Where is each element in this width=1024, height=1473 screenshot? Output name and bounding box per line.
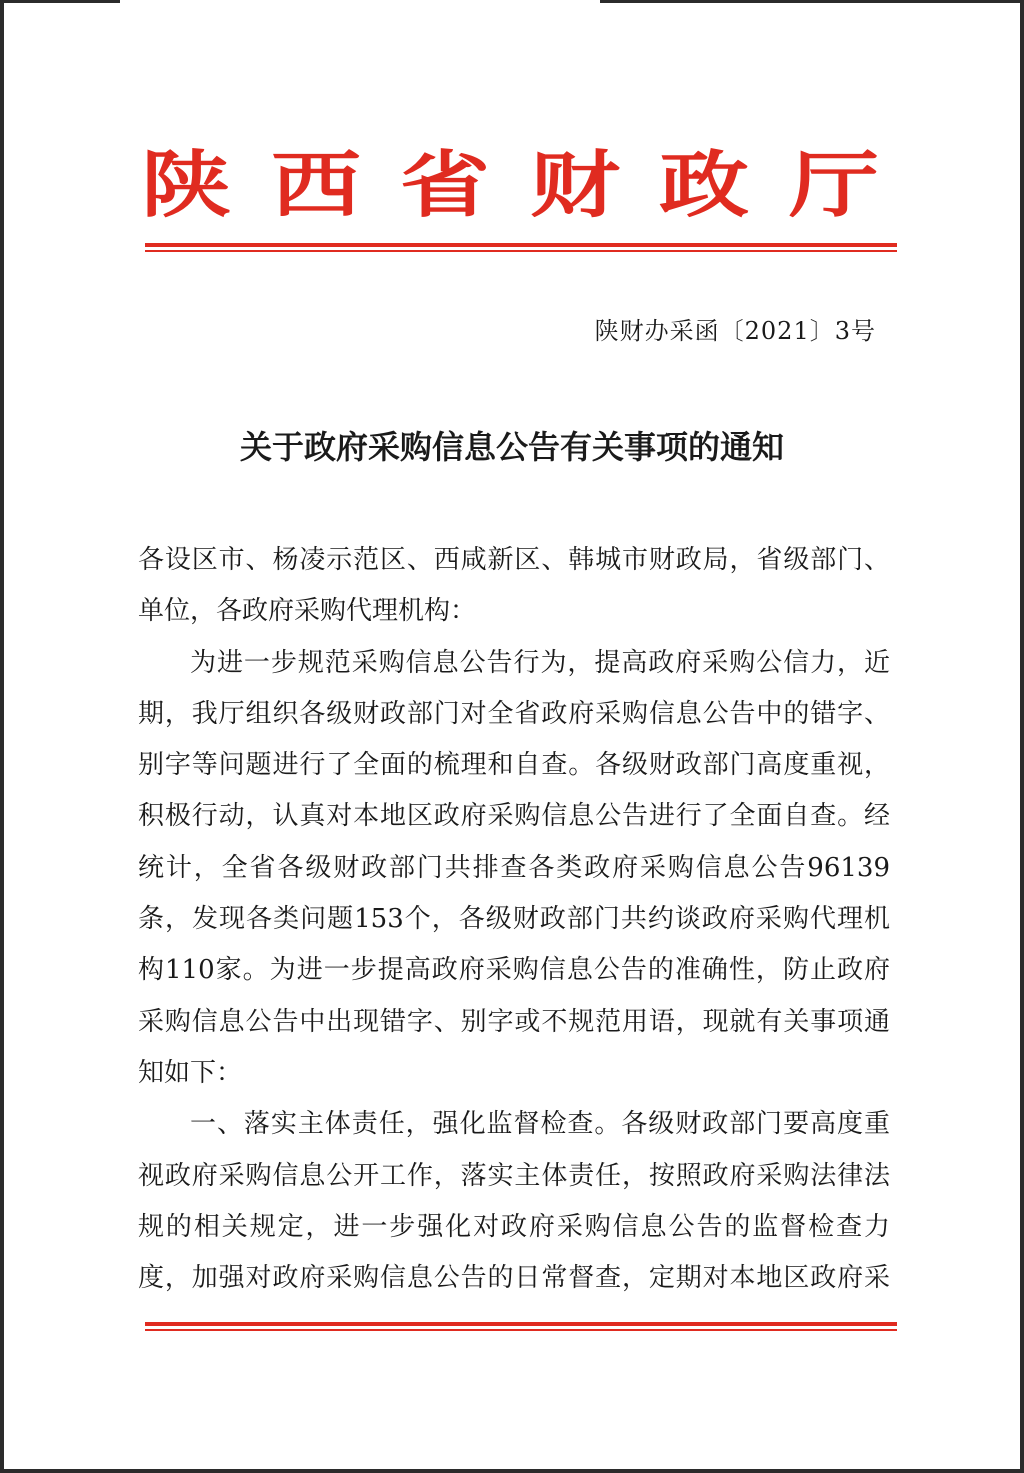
body-line: 积极行动，认真对本地区政府采购信息公告进行了全面自查。经 [138,801,890,832]
letterhead-char: 陕 [140,143,232,227]
scan-edge-top-right [600,0,1024,3]
body-line: 为进一步规范采购信息公告行为，提高政府采购公信力，近 [190,647,890,678]
body-line: 单位，各政府采购代理机构： [138,596,477,627]
document-number: 陕财办采函〔2021〕3号 [594,317,876,345]
footer-red-rule [145,1322,897,1331]
document-title: 关于政府采购信息公告有关事项的通知 [239,428,784,466]
body-line: 构110家。为进一步提高政府采购信息公告的准确性，防止政府 [138,955,890,986]
scan-edge-bottom [0,1469,1024,1473]
letterhead-char: 政 [659,143,750,227]
red-rule-thick [145,1322,897,1326]
red-rule-thin [145,1329,897,1331]
body-line: 期，我厅组织各级财政部门对全省政府采购信息公告中的错字、 [138,698,890,729]
body-line: 各设区市、杨凌示范区、西咸新区、韩城市财政局，省级部门、 [138,545,890,575]
red-rule-thin [145,250,897,252]
body-line: 条，发现各类问题153个，各级财政部门共约谈政府采购代理机 [138,904,890,935]
scan-edge-left [0,0,4,1473]
red-rule-thick [145,243,897,247]
body-line: 统计，全省各级财政部门共排查各类政府采购信息公告96139 [138,852,890,883]
body-line: 一、落实主体责任，强化监督检查。各级财政部门要高度重 [190,1109,890,1140]
scan-edge-top-left [0,0,120,3]
body-line: 别字等问题进行了全面的梳理和自查。各级财政部门高度重视， [138,750,890,781]
body-line: 度，加强对政府采购信息公告的日常督查，定期对本地区政府采 [138,1263,890,1294]
body-line: 知如下： [138,1057,243,1088]
body-line: 规的相关规定，进一步强化对政府采购信息公告的监督检查力 [138,1211,890,1242]
letterhead-char: 厅 [788,143,879,227]
body-line: 视政府采购信息公开工作，落实主体责任，按照政府采购法律法 [138,1160,890,1191]
letterhead-red-rule [145,243,897,252]
document-body [138,535,890,1304]
letterhead-char: 西 [270,143,361,227]
letterhead-title [140,140,879,230]
scan-edge-right [1020,0,1024,1473]
letterhead-char: 省 [400,143,491,227]
letterhead-char: 财 [529,143,620,227]
body-line: 采购信息公告中出现错字、别字或不规范用语，现就有关事项通 [138,1006,890,1037]
